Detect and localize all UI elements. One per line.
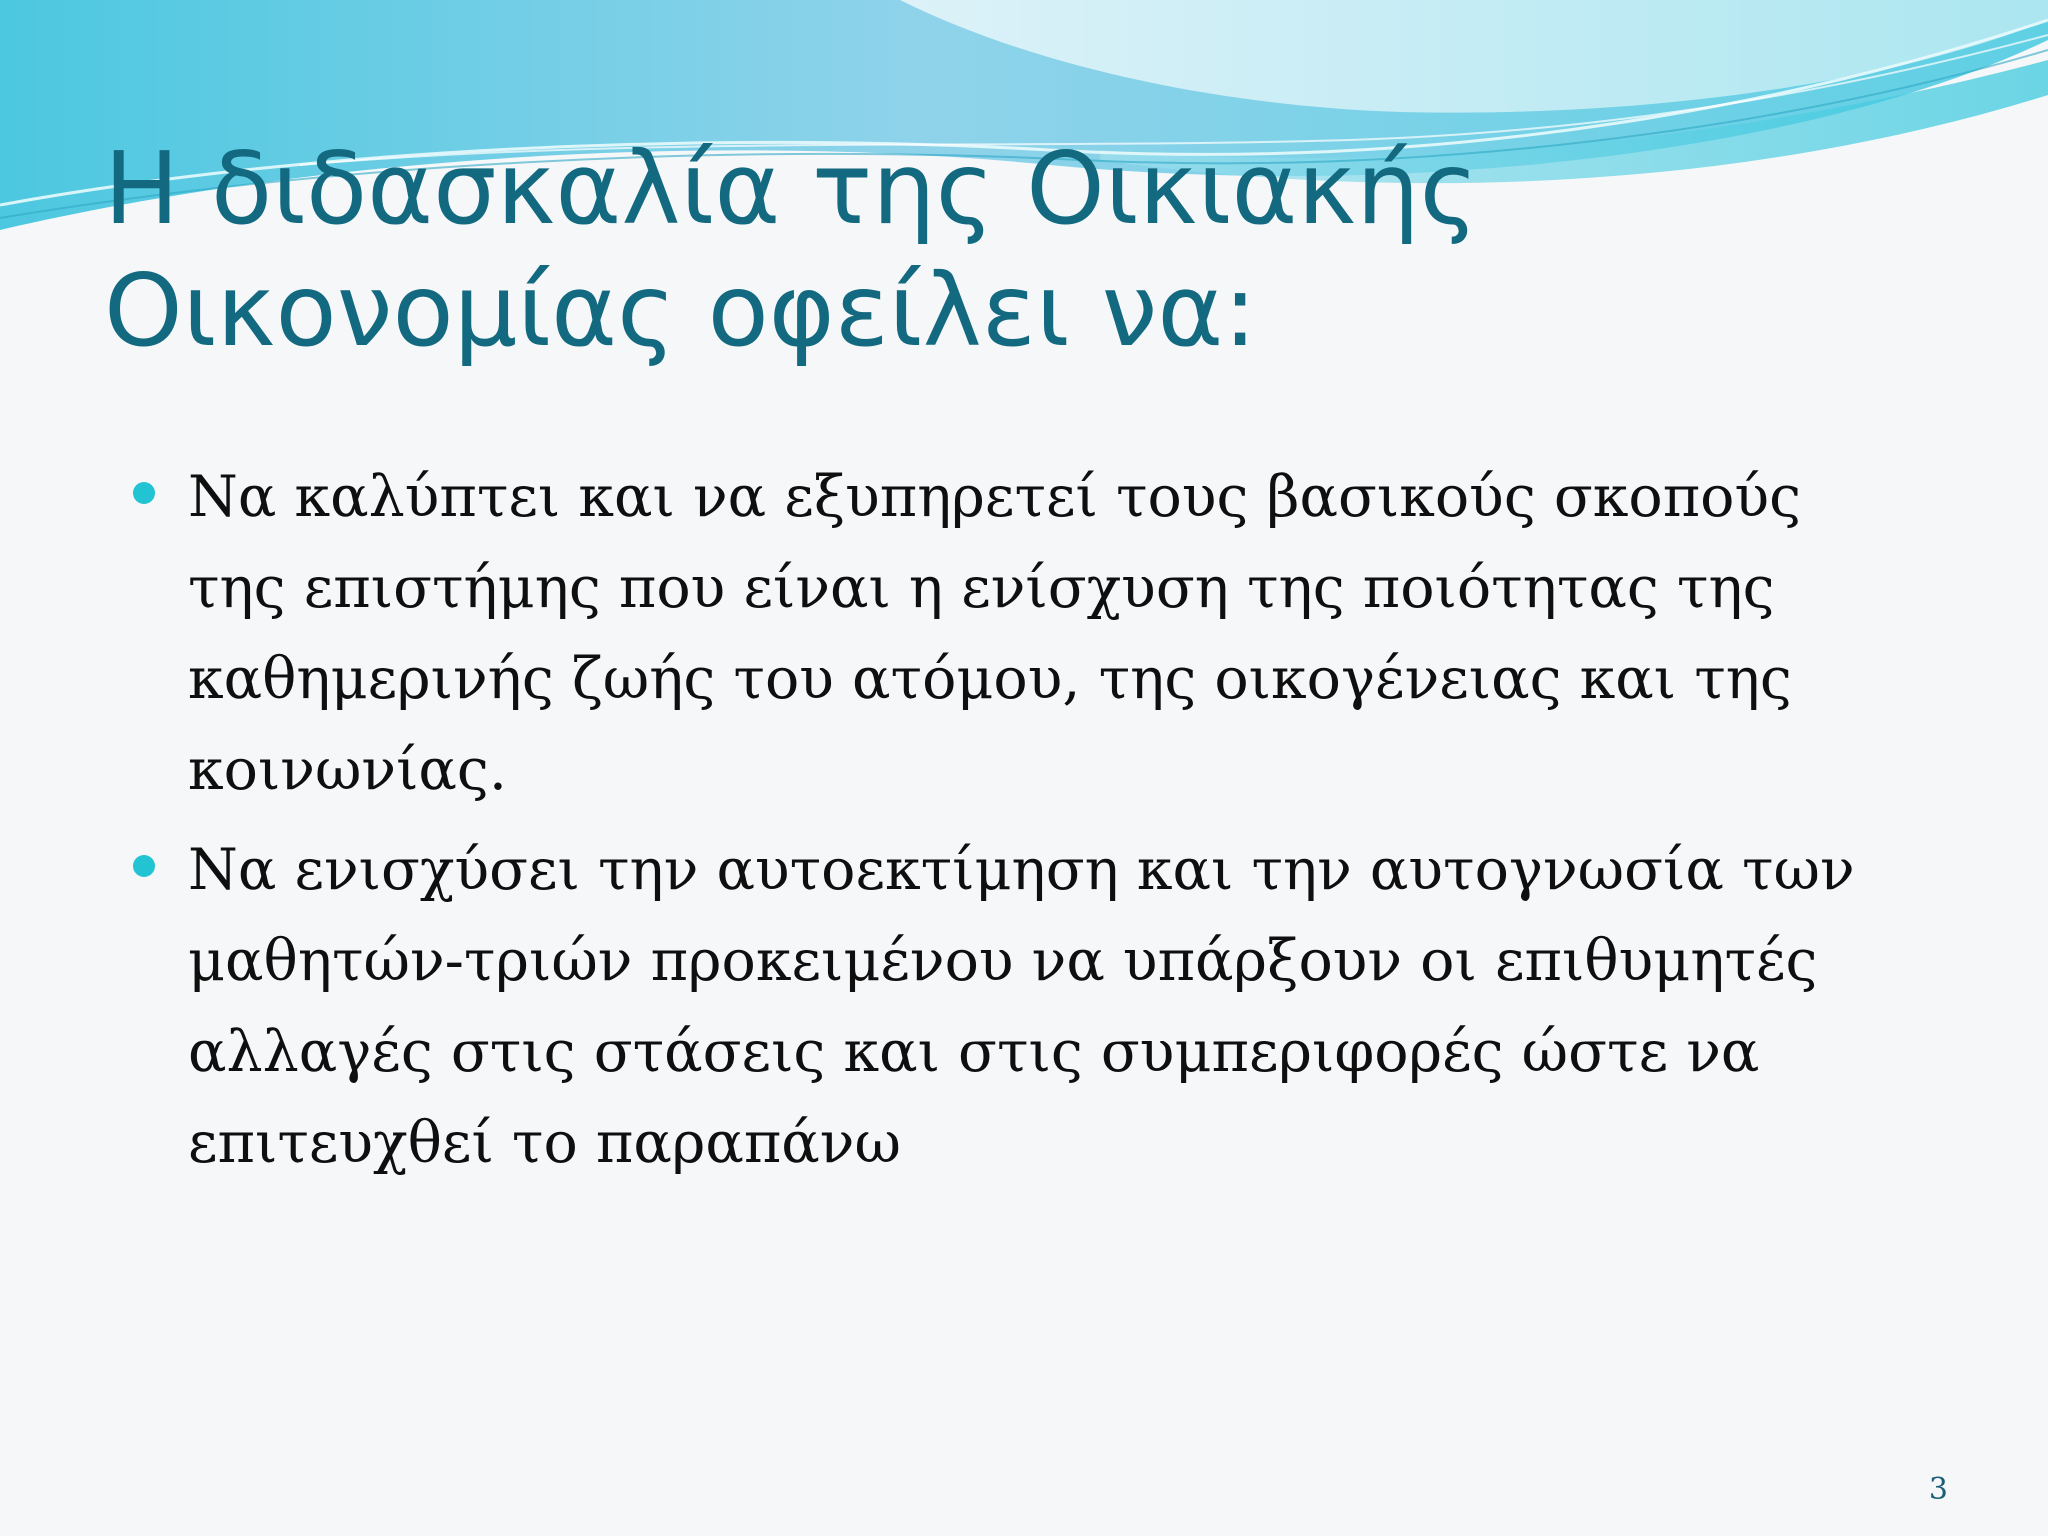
bullet-line: καθημερινής ζωής του ατόμου, της οικογένειας και της — [188, 646, 1792, 712]
title-line-1: Η διδασκαλία της Οικιακής — [104, 130, 1479, 247]
bullet-text — [188, 825, 2008, 1189]
bullet-line: αλλαγές στις στάσεις και στις συμπεριφορές ώστε να — [188, 1019, 1760, 1085]
bullet-dot-icon — [133, 482, 155, 504]
bullet-line: Να καλύπτει και να εξυπηρετεί τους βασικούς σκοπούς — [188, 464, 1802, 530]
bullet-line: Να ενισχύσει την αυτοεκτίμηση και την αυτογνωσία των — [188, 837, 1855, 903]
title-line-2: Οικονομίας οφείλει να: — [104, 252, 1257, 369]
bullet-line: κοινωνίας. — [188, 737, 507, 803]
page-number: 3 — [1928, 1472, 1948, 1507]
bullet-text — [188, 452, 2008, 816]
bullet-line: της επιστήμης που είναι η ενίσχυση της ποιότητας της — [188, 555, 1775, 621]
bullet-line: επιτευχθεί το παραπάνω — [188, 1110, 901, 1176]
bullet-dot-icon — [133, 855, 155, 877]
bullet-line: μαθητών-τριών προκειμένου να υπάρξουν οι επιθυμητές — [188, 928, 1818, 994]
